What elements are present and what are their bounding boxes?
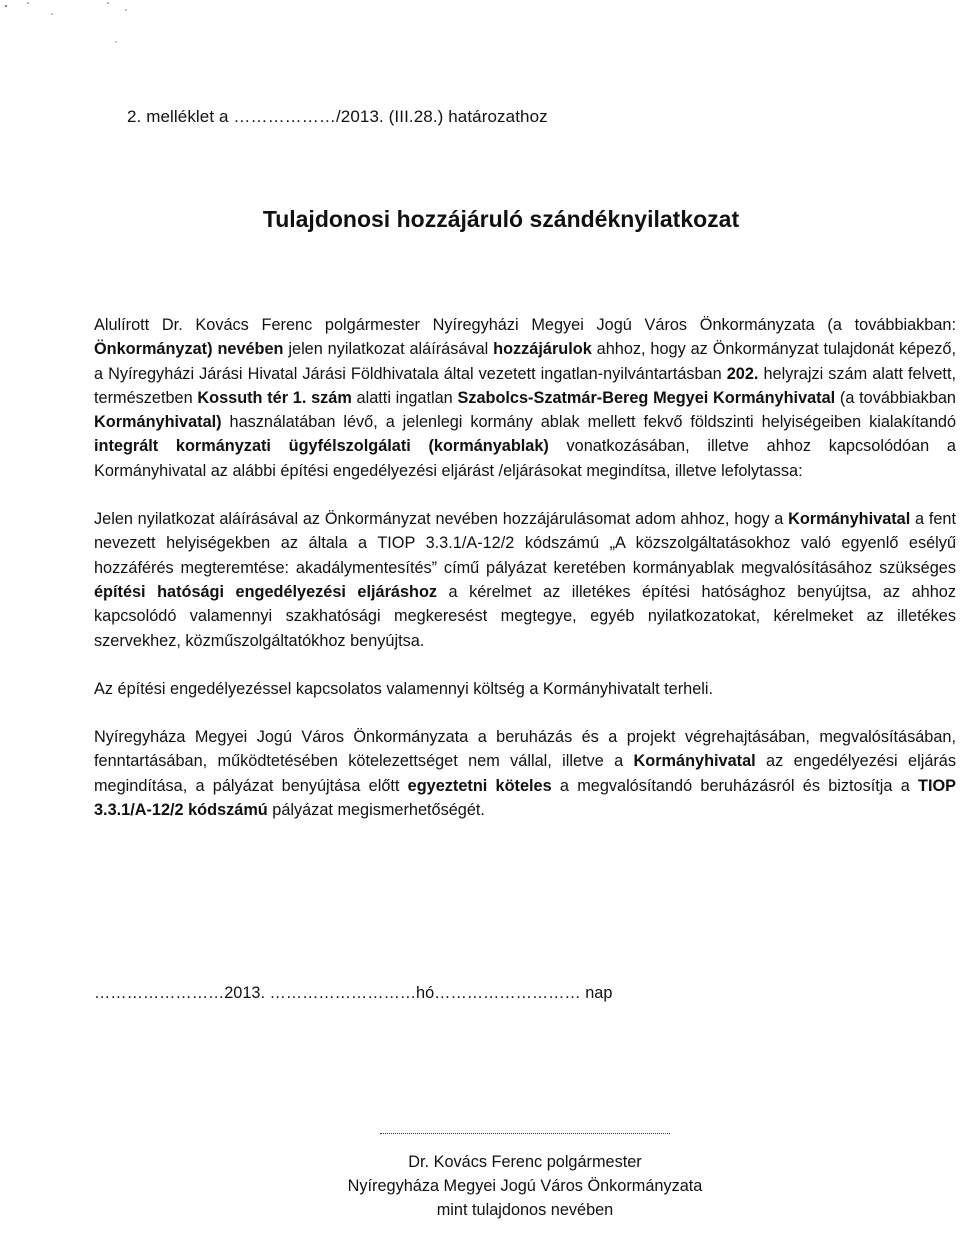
- text-run: vonatkozásában, illetve ahhoz kapcsolódóan a Kormányhivatal az alábbi építési engedélyezési eljárást /eljárásokat megindítsa, illetve lefolytassa:: [94, 437, 956, 480]
- text-run: Nyíregyháza Megyei Jogú Város Önkormányzata a beruházás és a projekt végrehajtásában, megvalósításában, fenntartásában, működtetésében kötelezettséget nem vállal, illetve a: [94, 728, 956, 771]
- text-run: a fent nevezett helyiségekben az általa a TIOP 3.3.1/A-12/2 kódszámú „A közszolgáltatásokhoz való egyenlő esélyű hozzáférés megteremtése: akadálymentesítés” című pályázat keretében kormányablak megvalósításához szükséges: [94, 510, 956, 577]
- bold-run: Kormányhivatal: [633, 752, 756, 771]
- bold-run: Kormányhivatal: [788, 510, 911, 529]
- signatory-organization: Nyíregyháza Megyei Jogú Város Önkormányzata: [347, 1177, 703, 1195]
- text-run: (a továbbiakban: [835, 388, 956, 407]
- bold-run: 3.3.1/A-12/2 kódszámú: [94, 801, 268, 820]
- bold-run: hozzájárulok: [493, 340, 592, 359]
- bold-run: nevében: [217, 340, 284, 359]
- bold-run: Szabolcs-Szatmár-Bereg Megyei Kormányhivatal: [457, 388, 836, 407]
- document-body: [94, 313, 956, 822]
- paragraph-costs: Az építési engedélyezéssel kapcsolatos valamennyi költség a Kormányhivatalt terheli.: [94, 679, 714, 698]
- text-run: helyrajzi szám alatt felvett, természetben: [94, 364, 956, 407]
- bold-run: Kossuth tér 1. szám: [197, 388, 352, 407]
- text-run: Jelen nyilatkozat aláírásával az Önkormányzat nevében hozzájárulásomat adom ahhoz, hogy a: [94, 510, 789, 529]
- text-run: pályázat megismerhetőségét.: [267, 801, 485, 820]
- bold-run: Önkormányzat): [94, 340, 213, 359]
- annex-reference: 2. melléklet a ………………/2013. (III.28.) határozathoz: [127, 107, 548, 126]
- text-run: az engedélyezési eljárás megindítása, a pályázat benyújtása előtt: [94, 752, 956, 795]
- paragraph-liability: [94, 725, 956, 822]
- text-run: ahhoz, hogy az Önkormányzat tulajdonát képező, a Nyíregyházi Járási Hivatal Járási Földhivatala által vezetett ingatlan-nyilvántartásban: [94, 340, 957, 383]
- text-run: a megvalósítandó beruházásról és biztosítja a: [551, 776, 918, 795]
- paragraph-consent-declaration: [94, 313, 956, 483]
- bold-run: Kormányhivatal): [94, 413, 222, 432]
- document-title: Tulajdonosi hozzájáruló szándéknyilatkozat: [262, 206, 740, 232]
- text-run: jelen nyilatkozat aláírásával: [283, 340, 494, 359]
- text-run: használatában lévő, a jelenlegi kormány ablak mellett fekvő földszinti helyiségeiben kialakítandó: [221, 413, 956, 432]
- signatory-role: mint tulajdonos nevében: [436, 1201, 614, 1219]
- signature-block: [0, 1150, 960, 1222]
- bold-run: 202.: [726, 364, 759, 383]
- text-run: alatti ingatlan: [351, 388, 458, 407]
- scan-specks: [0, 0, 200, 60]
- signature-dotted-line: [380, 1133, 670, 1134]
- bold-run: egyeztetni köteles: [407, 776, 552, 795]
- date-placeholder-line: ……………………2013. ………………………hó……………………… nap: [94, 984, 613, 1002]
- text-run: Alulírott Dr. Kovács Ferenc polgármester Nyíregyházi Megyei Jogú Város Önkormányzata (a továbbiakban:: [94, 316, 956, 334]
- paragraph-permit-authorization: [94, 507, 956, 653]
- bold-run: integrált kormányzati ügyfélszolgálati (kormányablak): [94, 437, 549, 456]
- bold-run: építési hatósági engedélyezési eljáráshoz: [94, 582, 438, 601]
- text-run: a kérelmet az illetékes építési hatósághoz benyújtsa, az ahhoz kapcsolódó valamennyi szakhatósági megkeresést megtegye, egyéb nyilatkozatokat, kérelmeket az illetékes szervekhez, közműszolgáltatókhoz benyújtsa.: [94, 582, 956, 650]
- signatory-name: Dr. Kovács Ferenc polgármester: [408, 1153, 642, 1171]
- bold-run: TIOP: [918, 776, 956, 795]
